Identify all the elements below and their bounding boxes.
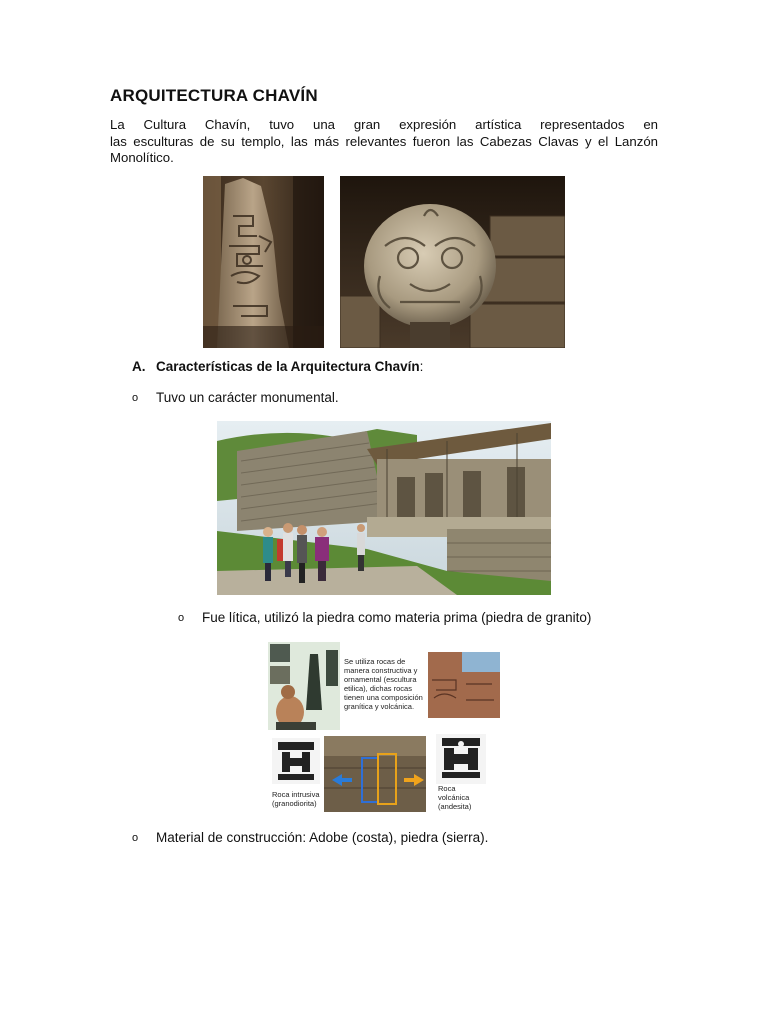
svg-text:etilica), dichas rocas: etilica), dichas rocas xyxy=(344,684,412,693)
svg-text:(andesita): (andesita) xyxy=(438,802,472,811)
intro-paragraph xyxy=(110,117,658,167)
bullet-marker: o xyxy=(132,392,139,404)
bullet-marker: o xyxy=(132,832,139,844)
section-colon: : xyxy=(419,359,424,374)
section-marker: A. xyxy=(132,359,146,374)
collage-note xyxy=(344,657,423,711)
cabeza-clava-photo xyxy=(340,176,565,348)
intro-line: Monolítico. xyxy=(110,150,174,166)
bullet-text: Material de construcción: Adobe (costa), piedra (sierra). xyxy=(156,830,489,845)
svg-text:Roca: Roca xyxy=(438,784,456,793)
svg-text:tienen una composición: tienen una composición xyxy=(344,693,423,702)
svg-text:Se utiliza rocas de: Se utiliza rocas de xyxy=(344,657,406,666)
svg-text:manera constructiva y: manera constructiva y xyxy=(344,666,418,675)
lanzon-photo xyxy=(203,176,324,348)
bullet-marker: o xyxy=(178,612,185,624)
page-title: ARQUITECTURA CHAVÍN xyxy=(110,86,318,105)
svg-text:ornamental (escultura: ornamental (escultura xyxy=(344,675,417,684)
section-title: Características de la Arquitectura Chavín xyxy=(156,359,420,374)
bullet-text: Fue lítica, utilizó la piedra como materia prima (piedra de granito) xyxy=(202,610,592,625)
intro-line: las esculturas de su templo, las más relevantes fueron las Cabezas Clavas y el Lanzón xyxy=(110,133,658,149)
svg-text:volcánica: volcánica xyxy=(438,793,470,802)
section-a-heading xyxy=(132,359,423,374)
svg-text:Roca intrusiva: Roca intrusiva xyxy=(272,790,320,799)
bullet-item xyxy=(132,390,339,405)
left-caption xyxy=(272,790,320,808)
bullet-item xyxy=(178,610,591,625)
bullet-text: Tuvo un carácter monumental. xyxy=(156,390,339,405)
temple-ruins-photo xyxy=(217,421,551,595)
bullet-item xyxy=(132,830,488,845)
intro-line: La Cultura Chavín, tuvo una gran expresión artística representados en xyxy=(110,117,658,132)
svg-text:granítica y volcánica.: granítica y volcánica. xyxy=(344,702,415,711)
svg-text:(granodiorita): (granodiorita) xyxy=(272,799,317,808)
stone-types-collage xyxy=(266,640,502,816)
